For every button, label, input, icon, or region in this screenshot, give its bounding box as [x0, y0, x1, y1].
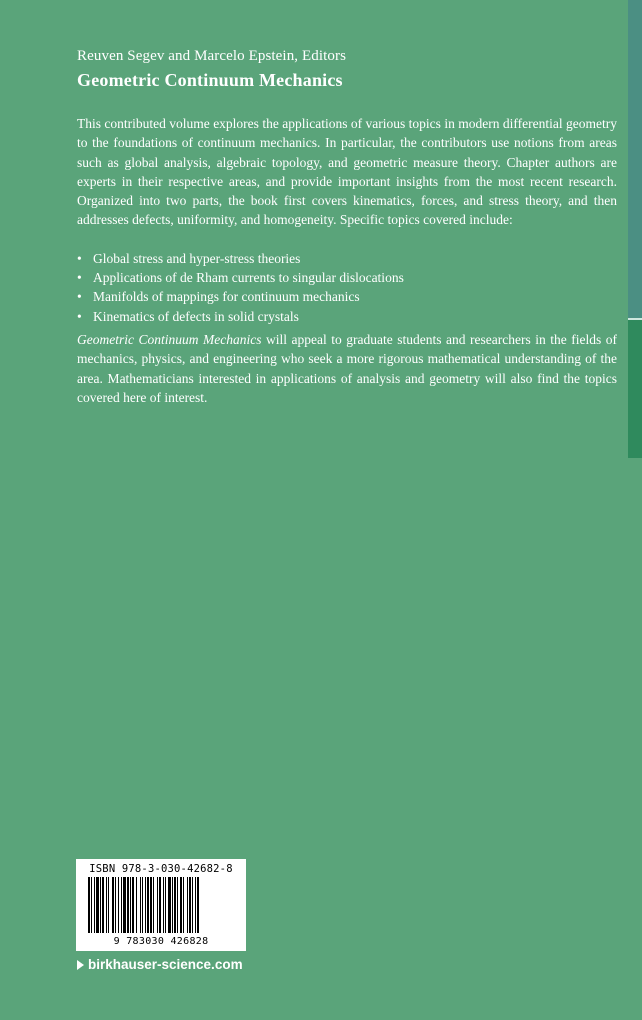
- topic-text: Applications of de Rham currents to singular dislocations: [93, 270, 404, 286]
- isbn-label: ISBN 978-3-030-42682-8: [89, 863, 233, 875]
- spine-color-strip: [628, 0, 642, 458]
- spine-green-band: [628, 320, 642, 458]
- bullet-icon: •: [77, 289, 82, 305]
- bullet-icon: •: [77, 308, 82, 324]
- description-block: [77, 114, 617, 230]
- publisher-link[interactable]: [77, 957, 243, 972]
- editors-line: Reuven Segev and Marcelo Epstein, Editors: [77, 48, 347, 64]
- barcode-digits: 9 783030 426828: [113, 936, 209, 947]
- publisher-url[interactable]: birkhauser-science.com: [88, 957, 243, 972]
- topic-text: Kinematics of defects in solid crystals: [93, 308, 299, 324]
- closing-text: will appeal to graduate students and researchers in the fields of mechanics, physics, and engineering who seek a more rigorous mathematical understanding of the area. Mathematicians interested in applications of analysis and geometry will also find the topics covered here of interest.: [77, 332, 617, 405]
- topic-item: [77, 268, 617, 287]
- bullet-icon: •: [77, 270, 82, 286]
- topic-text: Global stress and hyper-stress theories: [93, 251, 301, 266]
- spine-blue-band: [628, 0, 642, 318]
- book-title: Geometric Continuum Mechanics: [77, 70, 343, 90]
- closing-paragraph: [77, 330, 617, 407]
- topic-text: Manifolds of mappings for continuum mechanics: [93, 289, 360, 305]
- closing-italic-title: Geometric Continuum Mechanics: [77, 332, 262, 347]
- arrow-right-icon: [77, 960, 84, 970]
- barcode-icon: [86, 877, 236, 935]
- topic-item: [77, 249, 617, 268]
- description-paragraph: This contributed volume explores the applications of various topics in modern differential geometry to the foundations of continuum mechanics. In particular, the contributors use notions from areas such as global analysis, algebraic topology, and geometric measure theory. Chapter authors are experts in their respective areas, and provide important insights from the most recent research. Organized into two parts, the book first covers kinematics, forces, and stress theory, and then addresses defects, uniformity, and homogeneity. Specific topics covered include:: [77, 116, 617, 228]
- topic-item: [77, 287, 617, 306]
- topics-list: [77, 249, 617, 326]
- bullet-icon: •: [77, 251, 82, 266]
- isbn-barcode: [76, 859, 246, 951]
- topic-item: [77, 307, 617, 326]
